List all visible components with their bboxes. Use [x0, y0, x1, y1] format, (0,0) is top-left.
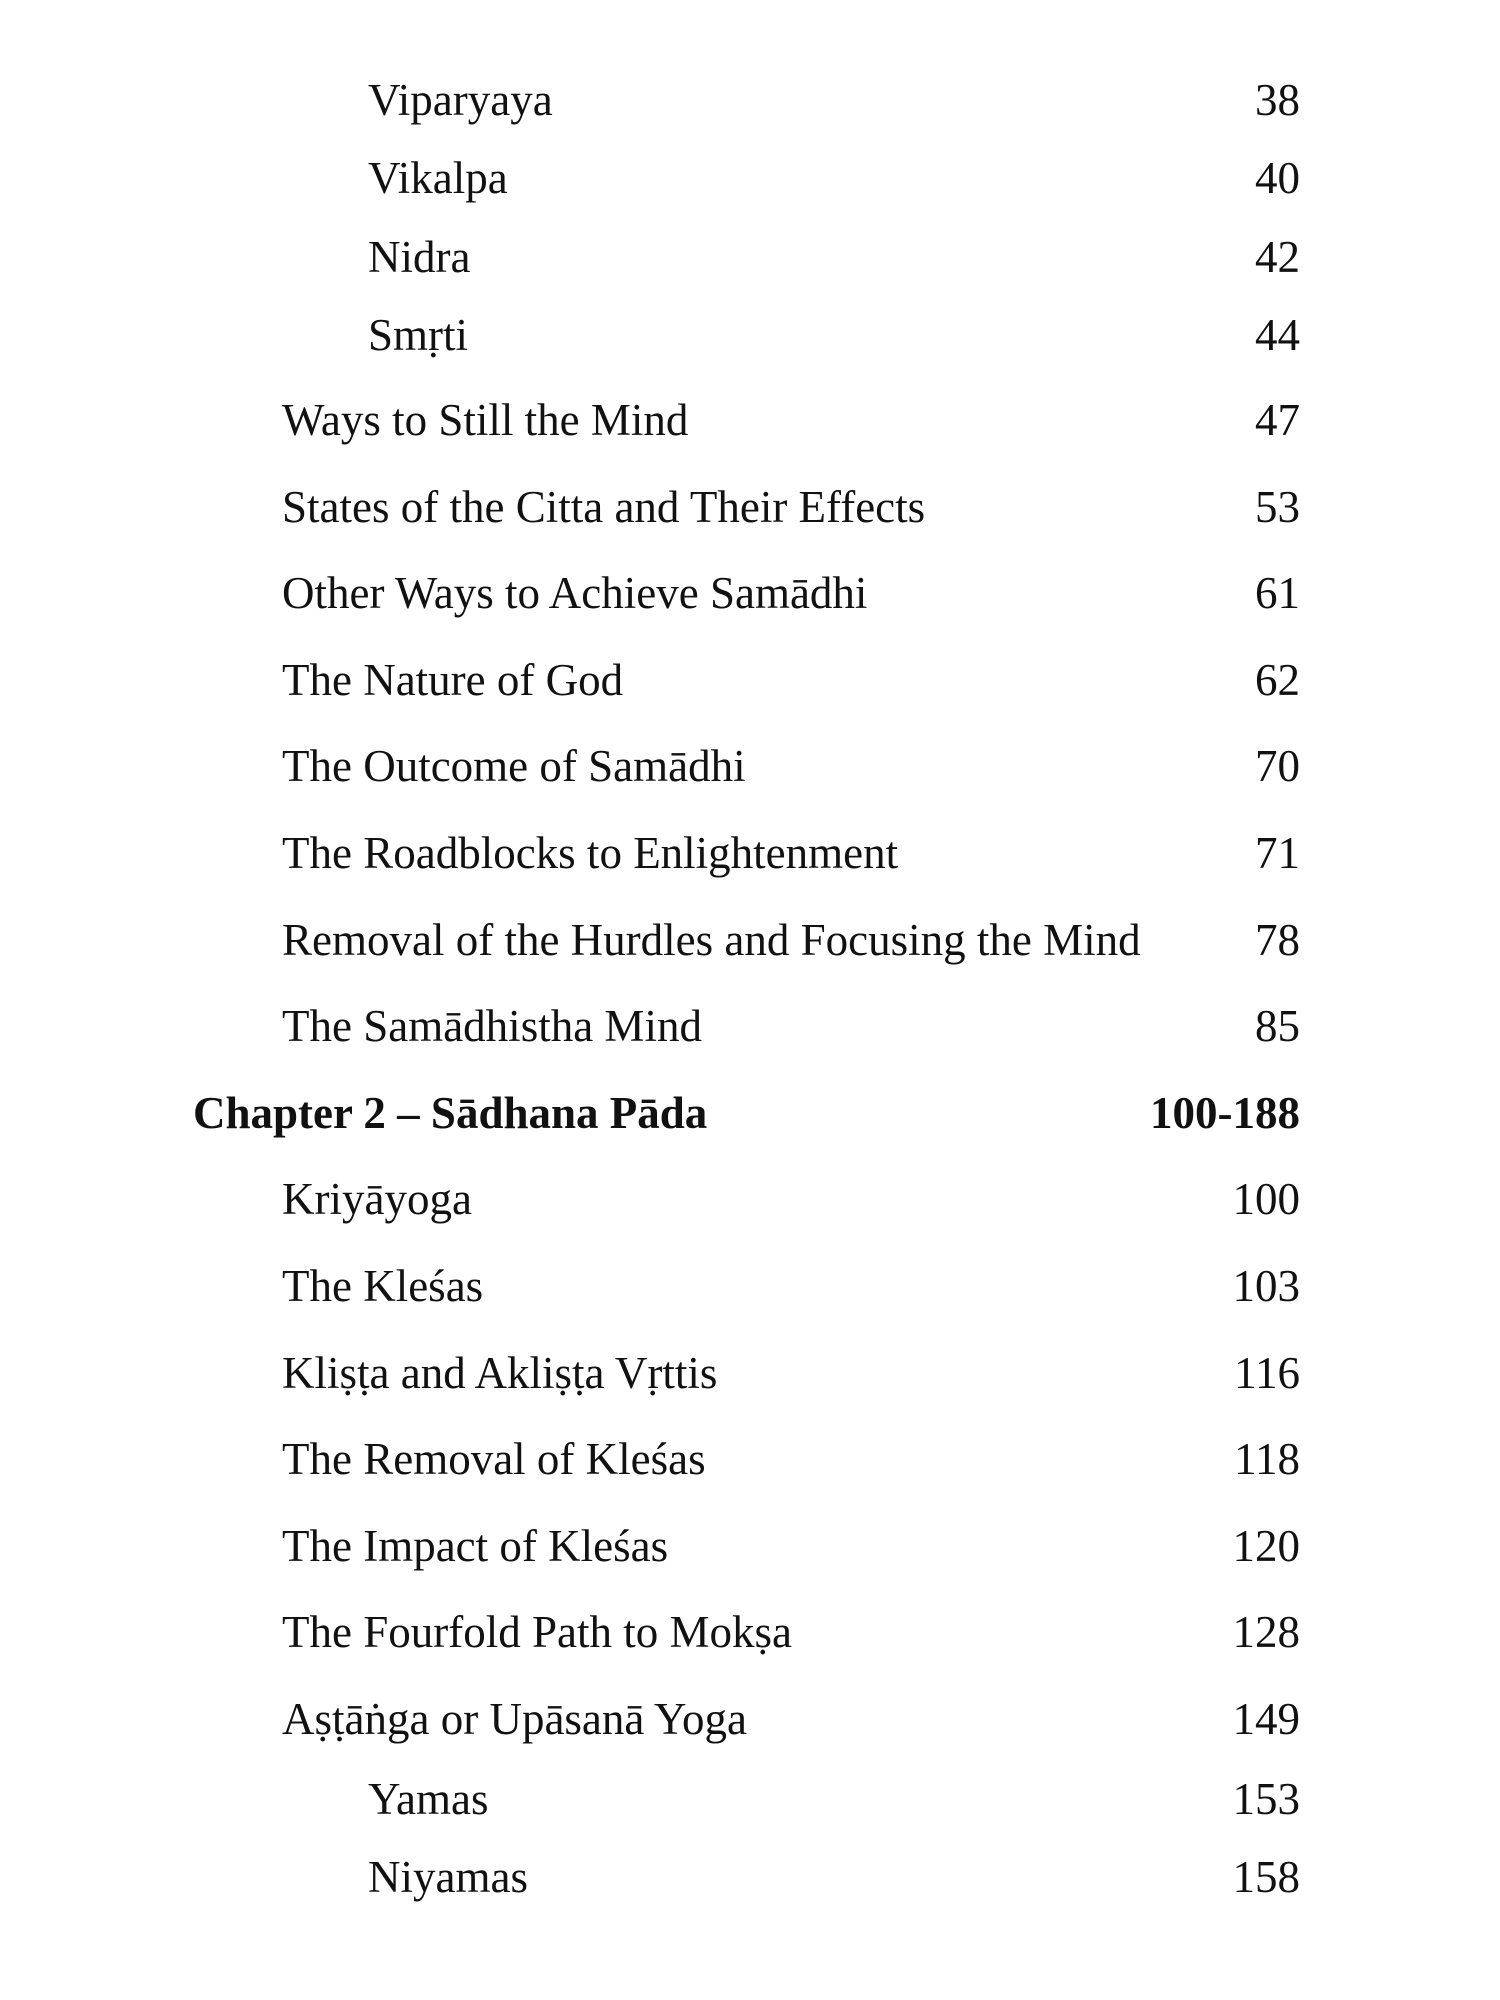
toc-entry-vikalpa [0, 143, 1500, 213]
toc-entry-page: 47 [1255, 395, 1300, 445]
toc-entry-title: The Outcome of Samādhi [282, 741, 746, 791]
toc-entry-page: 38 [1255, 75, 1300, 125]
toc-entry-page: 85 [1255, 1001, 1300, 1051]
toc-entry-title: Smṛti [368, 310, 469, 360]
toc-entry-title: Nidra [368, 232, 471, 282]
toc-entry-title: Kriyāyoga [282, 1174, 472, 1224]
toc-entry-page: 70 [1255, 741, 1300, 791]
toc-entry-title: The Kleśas [282, 1261, 484, 1311]
toc-entry-nidra [0, 222, 1500, 292]
toc-entry-viparyaya [0, 65, 1500, 135]
toc-entry-page: 71 [1255, 828, 1300, 878]
toc-entry-page: 149 [1232, 1694, 1300, 1744]
toc-entry-title: Kliṣṭa and Akliṣṭa Vṛttis [282, 1348, 718, 1398]
toc-entry-page: 100 [1232, 1174, 1300, 1224]
toc-entry-the-samadhistha-mind [0, 991, 1500, 1061]
toc-entry-page: 153 [1232, 1774, 1300, 1824]
toc-entry-page: 53 [1255, 482, 1300, 532]
toc-entry-states-of-the-citta [0, 472, 1500, 542]
toc-entry-smrti [0, 300, 1500, 370]
toc-entry-astanga-or-upasana-yoga [0, 1684, 1500, 1754]
toc-entry-page: 118 [1234, 1434, 1300, 1484]
toc-entry-yamas [0, 1764, 1500, 1834]
toc-entry-niyamas [0, 1842, 1500, 1912]
toc-entry-the-klesas [0, 1251, 1500, 1321]
toc-chapter-heading [0, 1078, 1500, 1148]
toc-entry-title: Aṣṭāṅga or Upāsanā Yoga [282, 1694, 747, 1744]
toc-chapter-title: Chapter 2 – Sādhana Pāda [193, 1088, 708, 1138]
toc-entry-ways-to-still-the-mind [0, 385, 1500, 455]
toc-entry-title: Removal of the Hurdles and Focusing the Mind [282, 915, 1141, 965]
toc-entry-page: 61 [1255, 568, 1300, 618]
toc-entry-the-nature-of-god [0, 645, 1500, 715]
toc-entry-page: 62 [1255, 655, 1300, 705]
toc-entry-page: 40 [1255, 153, 1300, 203]
toc-entry-page: 103 [1232, 1261, 1300, 1311]
toc-entry-page: 116 [1234, 1348, 1300, 1398]
toc-entry-title: Ways to Still the Mind [282, 395, 689, 445]
toc-entry-title: Niyamas [368, 1852, 528, 1902]
toc-entry-the-fourfold-path [0, 1597, 1500, 1667]
toc-entry-other-ways-to-achieve-samadhi [0, 558, 1500, 628]
toc-entry-title: The Nature of God [282, 655, 624, 705]
toc-entry-title: States of the Citta and Their Effects [282, 482, 926, 532]
toc-entry-page: 42 [1255, 232, 1300, 282]
toc-entry-the-removal-of-klesas [0, 1424, 1500, 1494]
toc-entry-title: Yamas [368, 1774, 489, 1824]
toc-entry-the-roadblocks [0, 818, 1500, 888]
toc-entry-title: Other Ways to Achieve Samādhi [282, 568, 868, 618]
toc-entry-the-outcome-of-samadhi [0, 731, 1500, 801]
toc-entry-title: The Fourfold Path to Mokṣa [282, 1607, 792, 1657]
toc-entry-klista-and-aklista-vrttis [0, 1338, 1500, 1408]
toc-entry-kriyayoga [0, 1164, 1500, 1234]
toc-entry-title: The Roadblocks to Enlightenment [282, 828, 899, 878]
toc-entry-the-impact-of-klesas [0, 1511, 1500, 1581]
toc-entry-title: The Impact of Kleśas [282, 1521, 669, 1571]
toc-entry-title: The Samādhistha Mind [282, 1001, 702, 1051]
toc-entry-removal-of-the-hurdles [0, 905, 1500, 975]
toc-entry-page: 44 [1255, 310, 1300, 360]
toc-entry-title: Vikalpa [368, 153, 508, 203]
toc-entry-title: Viparyaya [368, 75, 553, 125]
toc-entry-page: 78 [1255, 915, 1300, 965]
toc-entry-page: 120 [1232, 1521, 1300, 1571]
toc-entry-page: 128 [1232, 1607, 1300, 1657]
toc-chapter-page-range: 100-188 [1150, 1088, 1300, 1138]
toc-entry-page: 158 [1232, 1852, 1300, 1902]
toc-entry-title: The Removal of Kleśas [282, 1434, 706, 1484]
